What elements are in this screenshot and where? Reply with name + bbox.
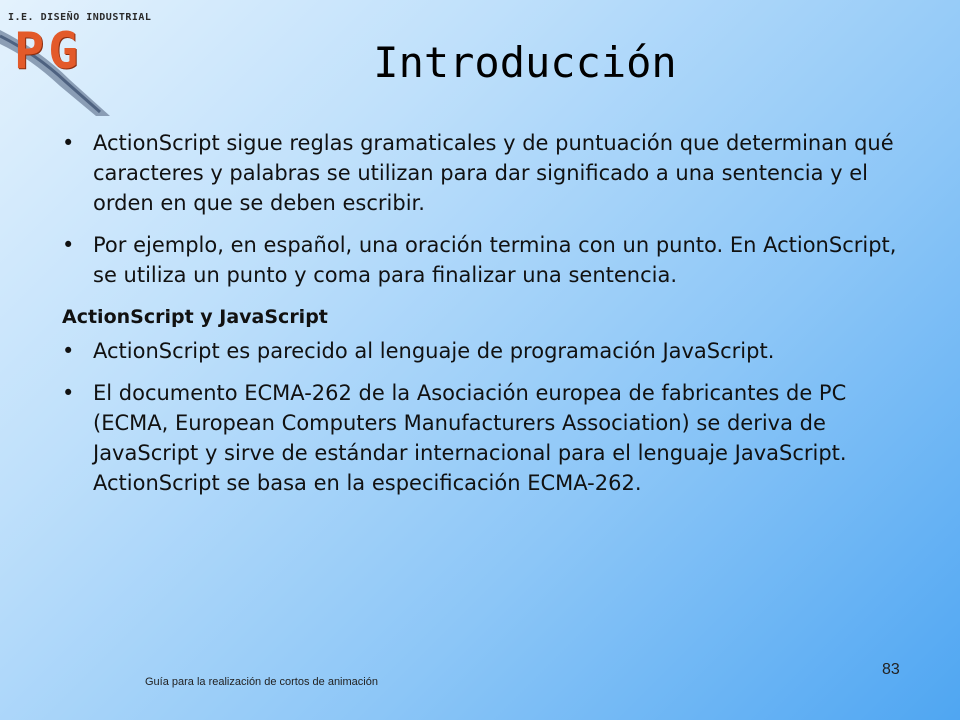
logo-letters: PG bbox=[14, 22, 83, 80]
page-number: 83 bbox=[882, 661, 900, 678]
bullet-item: • ActionScript sigue reglas gramaticales y de puntuación que determinan qué caracteres y palabras se utilizan para dar significado a una sentencia y el orden en que se deben escribir. bbox=[62, 128, 912, 218]
bullet-item: • El documento ECMA-262 de la Asociación europea de fabricantes de PC (ECMA, European Computers Manufacturers Association) se deriva de JavaScript y sirve de estándar internacional para el lenguaje JavaScript. ActionScript se basa en la especificación ECMA-262. bbox=[62, 378, 912, 498]
bullet-item: • ActionScript es parecido al lenguaje de programación JavaScript. bbox=[62, 336, 912, 366]
slide-body bbox=[62, 128, 912, 510]
logo-caption: I.E. DISEÑO INDUSTRIAL bbox=[8, 12, 152, 23]
slide-title: Introducción bbox=[373, 38, 677, 87]
footer-text: Guía para la realización de cortos de animación bbox=[145, 676, 378, 688]
bullet-item: • Por ejemplo, en español, una oración termina con un punto. En ActionScript, se utiliza un punto y coma para finalizar una sentencia. bbox=[62, 230, 912, 290]
section-heading: ActionScript y JavaScript bbox=[62, 306, 328, 328]
